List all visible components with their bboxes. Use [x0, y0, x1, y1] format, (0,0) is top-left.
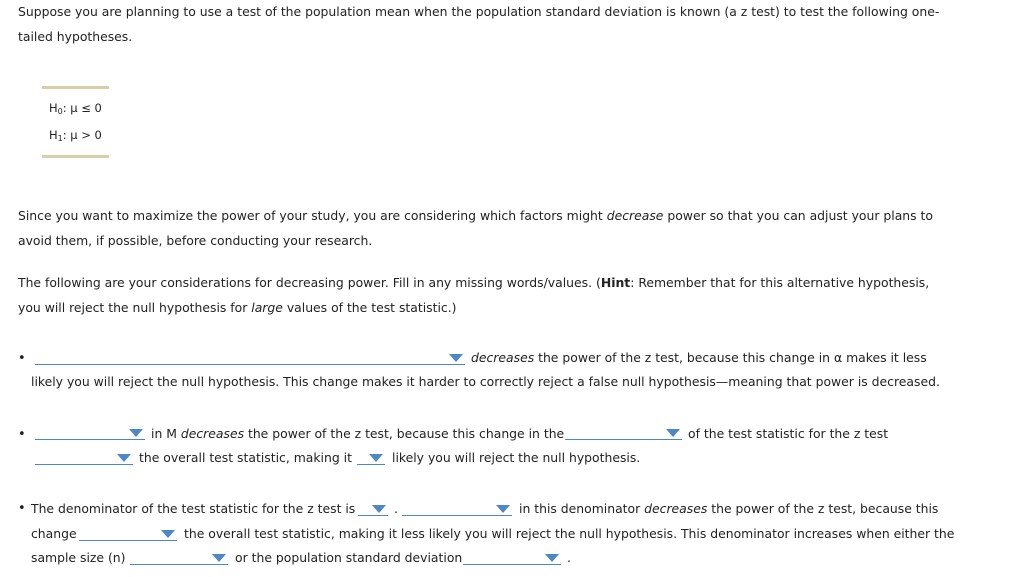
chevron-down-icon — [449, 354, 463, 362]
likelihood-dropdown[interactable] — [357, 451, 385, 465]
bullet-3-segment-5: sample size (n) — [31, 550, 126, 565]
bullet-1-marker: • — [18, 351, 26, 366]
statistic-part-dropdown[interactable] — [565, 426, 682, 440]
hypotheses-top-rule — [42, 86, 109, 89]
intro-line-2: tailed hypotheses. — [18, 28, 133, 44]
considerations-text-d: values of the test statistic.) — [282, 299, 457, 315]
considerations-text-a: The following are your considerations for decreasing power. Fill in any missing words/values. ( — [18, 275, 601, 290]
chevron-down-icon — [212, 554, 226, 562]
bullet-3-marker: • — [18, 501, 26, 516]
denominator-dropdown[interactable] — [358, 502, 388, 516]
bullet-3-segment-3: change — [31, 526, 77, 541]
null-hypothesis — [49, 101, 102, 115]
std-deviation-dropdown[interactable] — [463, 551, 561, 565]
power-emphasis: decrease — [606, 208, 664, 223]
sample-size-dropdown[interactable] — [130, 551, 228, 565]
bullet-3-text-b: the power of the z test, because this — [707, 501, 939, 516]
power-paragraph — [18, 204, 1008, 253]
alternative-hypothesis-statement: : μ > 0 — [62, 128, 102, 142]
chevron-down-icon — [161, 530, 175, 538]
statistic-effect-dropdown[interactable] — [35, 451, 133, 465]
considerations-text-b: : Remember that for this alternative hypothesis, — [630, 275, 930, 290]
denominator-change-dropdown[interactable] — [402, 502, 512, 516]
large-emphasis: large — [251, 299, 283, 315]
bullet-2-segment-2: of the test statistic for the z test — [688, 426, 889, 441]
bullet-2-marker: • — [18, 427, 26, 442]
power-text-a: Since you want to maximize the power of your study, you are considering which factors might — [18, 208, 607, 223]
denominator-effect-dropdown[interactable] — [79, 527, 177, 541]
null-hypothesis-subscript: 0 — [57, 107, 63, 116]
chevron-down-icon — [117, 454, 131, 462]
chevron-down-icon — [545, 554, 559, 562]
bullet-2-text-b: the power of the z test, because this change in the — [244, 426, 565, 441]
bullet-3-emphasis: decreases — [644, 501, 708, 516]
intro-paragraph — [18, 0, 1008, 49]
alternative-hypothesis-label: H — [49, 128, 58, 142]
chevron-down-icon — [496, 505, 510, 513]
bullet-2-segment-1 — [151, 426, 564, 442]
bullet-3-segment-2 — [519, 501, 938, 517]
bullet-3-text-a: in this denominator — [519, 501, 645, 516]
bullet-1-text: the power of the z test, because this change in α makes it less — [534, 350, 927, 365]
bullet-2-emphasis: decreases — [180, 426, 245, 441]
bullet-3-segment-4: the overall test statistic, making it less likely you will reject the null hypothesis. This denominator increases when either the — [184, 526, 955, 541]
bullet-2-text-a: in M — [151, 426, 181, 441]
considerations-line-2 — [18, 296, 1008, 321]
considerations-text-c: you will reject the null hypothesis for — [18, 299, 252, 315]
bullet-3-segment-1: The denominator of the test statistic for the z test is — [31, 501, 356, 516]
bullet-3-end-dot: . — [567, 550, 571, 565]
null-hypothesis-label: H — [49, 101, 58, 115]
hypotheses-bottom-rule — [42, 155, 109, 158]
null-hypothesis-statement: : μ ≤ 0 — [62, 101, 102, 115]
alpha-change-dropdown[interactable] — [35, 351, 465, 365]
alternative-hypothesis — [49, 128, 102, 142]
chevron-down-icon — [369, 454, 383, 462]
m-change-dropdown[interactable] — [35, 426, 145, 440]
intro-line-1: Suppose you are planning to use a test of the population mean when the population standard deviation is known (a z test) to test the following one- — [18, 4, 940, 19]
hypotheses-box — [42, 86, 109, 158]
hint-label: Hint — [600, 275, 631, 290]
chevron-down-icon — [129, 429, 143, 437]
power-line-2: avoid them, if possible, before conducting your research. — [18, 232, 373, 248]
chevron-down-icon — [372, 505, 386, 513]
bullet-1-line-2: likely you will reject the null hypothesis. This change makes it harder to correctly reject a false null hypothesis—meaning that power is decreased. — [31, 374, 940, 389]
bullet-2-segment-4: likely you will reject the null hypothesis. — [392, 450, 641, 465]
bullet-3-segment-6: or the population standard deviation — [235, 550, 463, 565]
considerations-line-1 — [18, 271, 1008, 296]
considerations-paragraph — [18, 271, 1008, 320]
power-line-1 — [18, 204, 1008, 229]
bullet-2-segment-3: the overall test statistic, making it — [139, 450, 352, 465]
chevron-down-icon — [666, 429, 680, 437]
alternative-hypothesis-subscript: 1 — [57, 134, 63, 143]
bullet-3-dot: . — [394, 501, 398, 516]
bullet-1-emphasis: decreases — [471, 350, 535, 365]
power-text-b: power so that you can adjust your plans to — [663, 208, 933, 223]
bullet-1-line-1 — [471, 350, 927, 366]
